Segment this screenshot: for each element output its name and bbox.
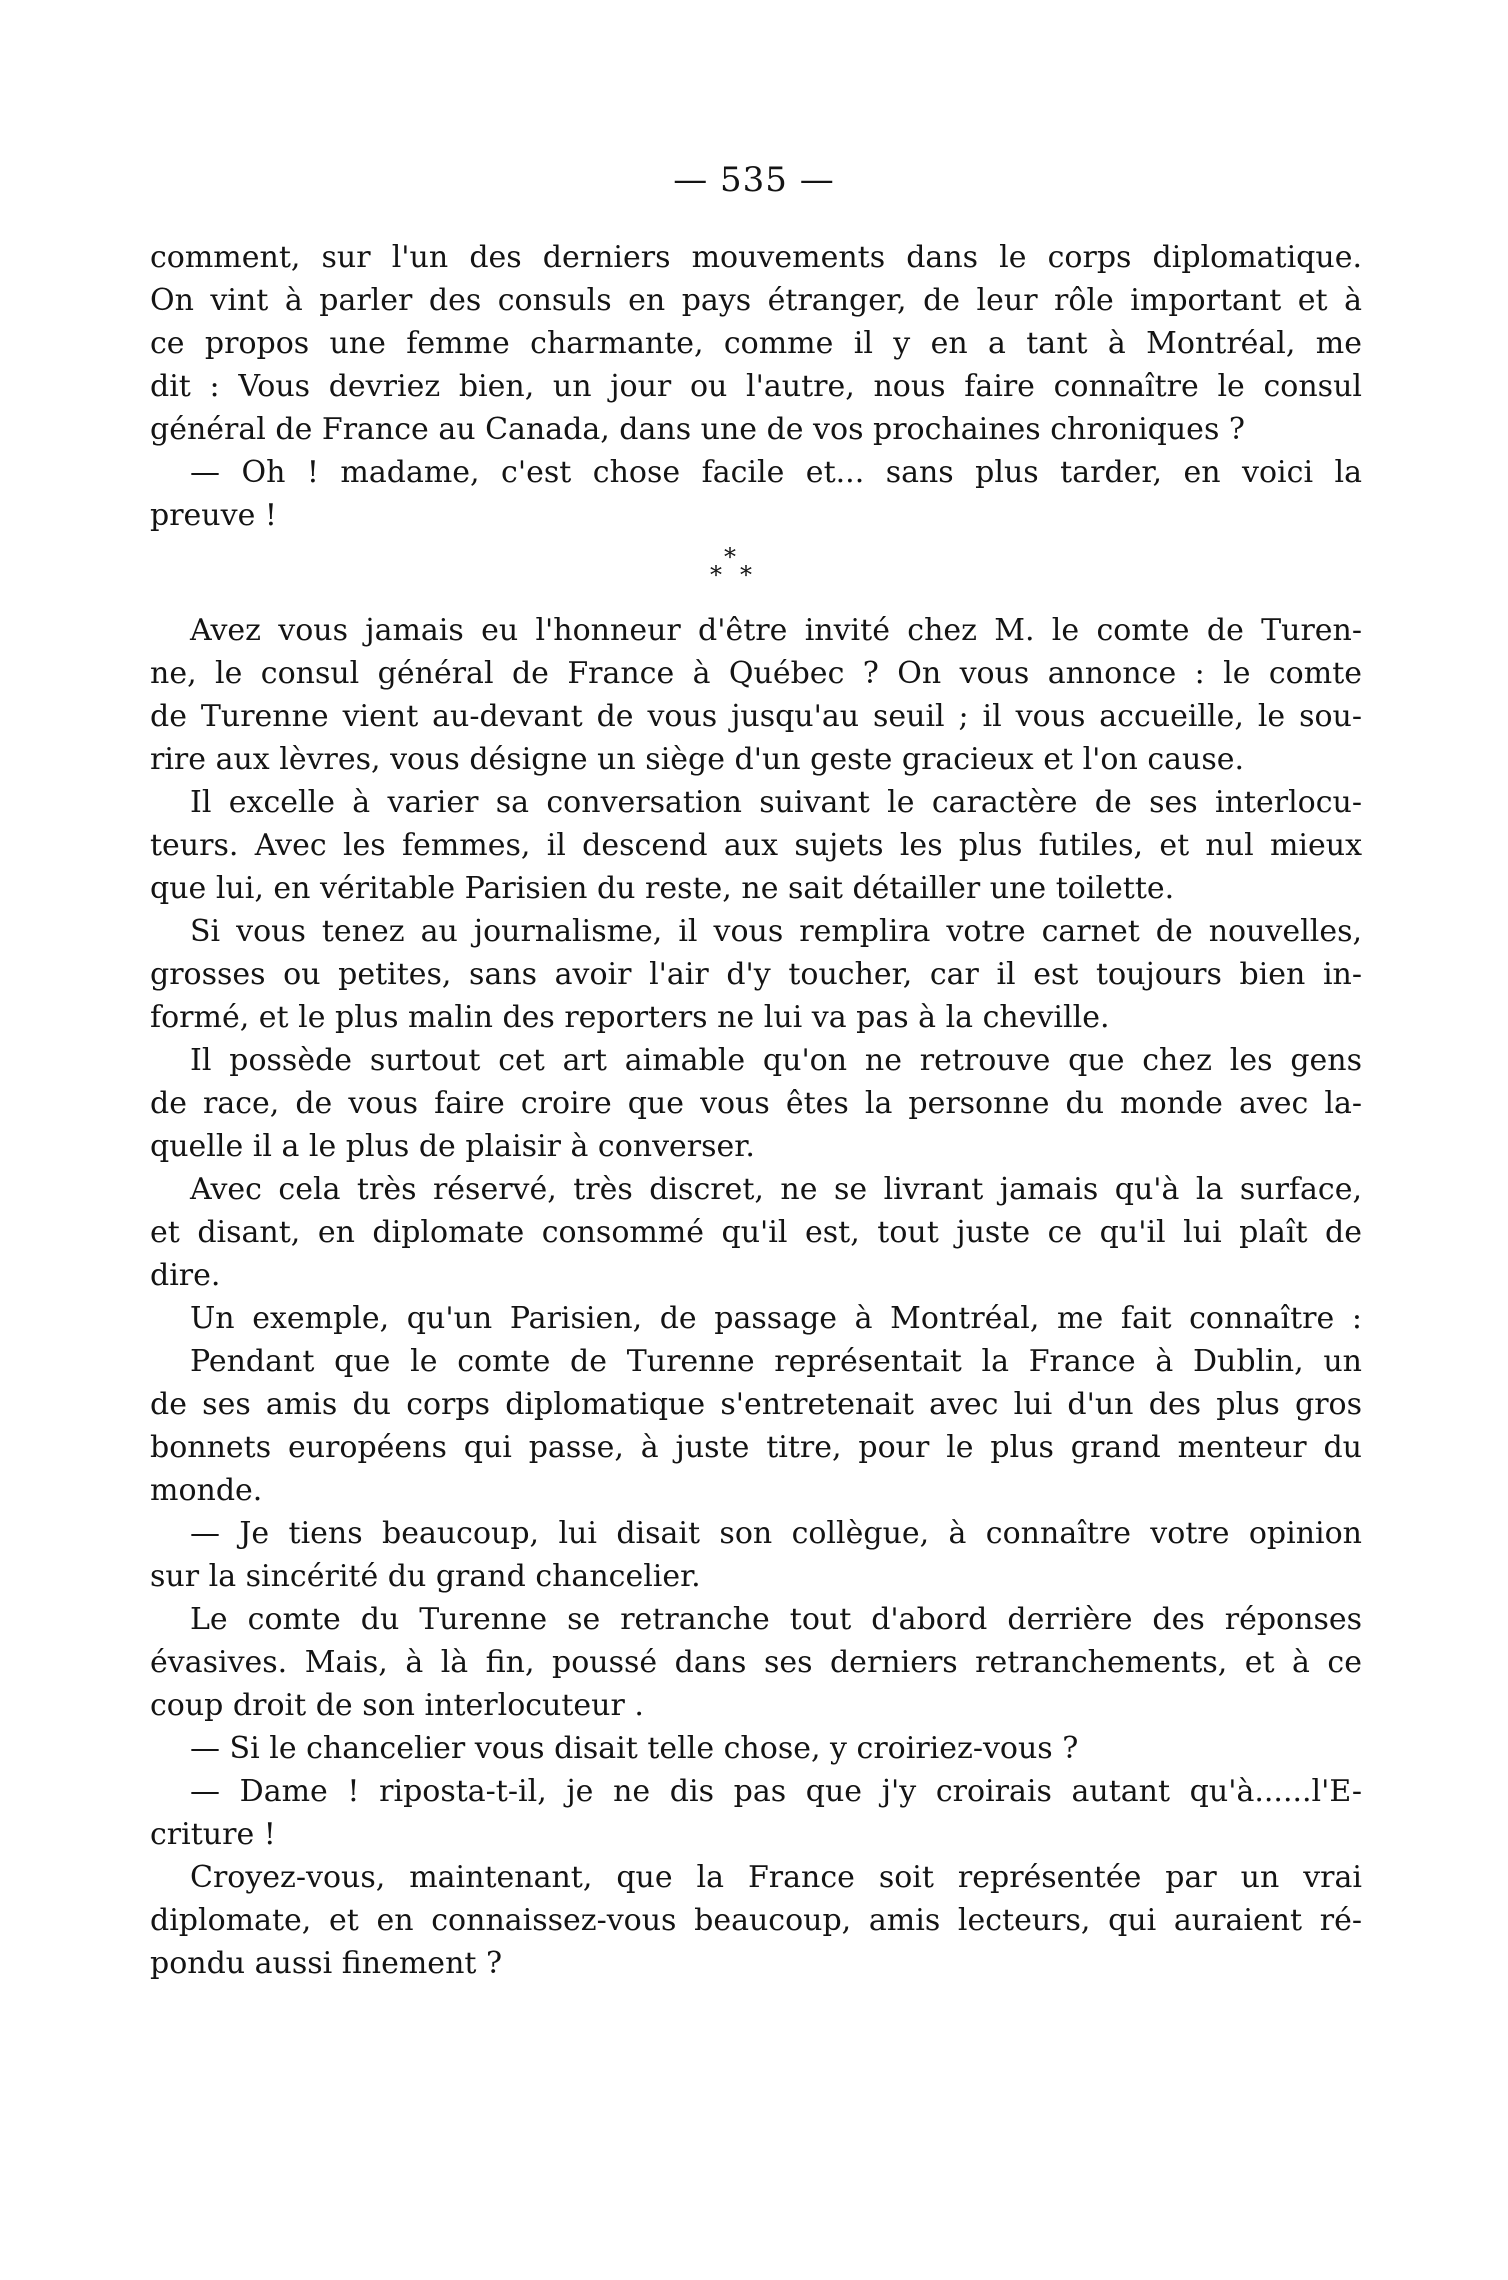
text-line: évasives. Mais, à là fin, poussé dans ses derniers retranchements, et à ce	[150, 1645, 1362, 1680]
text-line: pondu aussi finement ?	[150, 1946, 503, 1981]
text-line: Croyez-vous, maintenant, que la France soit représentée par un vrai	[190, 1860, 1362, 1895]
asterism-star-top: *	[724, 543, 736, 571]
text-line: rire aux lèvres, vous désigne un siège d'un geste gracieux et l'on cause.	[150, 742, 1245, 777]
text-line: — Je tiens beaucoup, lui disait son collègue, à connaître votre opinion	[190, 1516, 1362, 1551]
asterism-star-left: *	[710, 561, 722, 589]
text-line: On vint à parler des consuls en pays étranger, de leur rôle important et à	[150, 283, 1362, 318]
text-line: teurs. Avec les femmes, il descend aux sujets les plus futiles, et nul mieux	[150, 828, 1362, 863]
text-line: monde.	[150, 1473, 263, 1508]
text-line: formé, et le plus malin des reporters ne lui va pas à la cheville.	[150, 1000, 1110, 1035]
text-line: Il possède surtout cet art aimable qu'on ne retrouve que chez les gens	[190, 1043, 1362, 1078]
text-block	[150, 236, 1362, 1985]
text-line: de ses amis du corps diplomatique s'entretenait avec lui d'un des plus gros	[150, 1387, 1362, 1422]
text-line: Pendant que le comte de Turenne représentait la France à Dublin, un	[190, 1344, 1362, 1379]
text-line: que lui, en véritable Parisien du reste, ne sait détailler une toilette.	[150, 871, 1175, 906]
text-line: coup droit de son interlocuteur .	[150, 1688, 644, 1723]
text-line: Le comte du Turenne se retranche tout d'abord derrière des réponses	[190, 1602, 1362, 1637]
text-line: comment, sur l'un des derniers mouvements dans le corps diplomatique.	[150, 240, 1362, 275]
text-line: sur la sincérité du grand chancelier.	[150, 1559, 701, 1594]
page-number: — 535 —	[673, 160, 835, 200]
text-line: Avec cela très réservé, très discret, ne se livrant jamais qu'à la surface,	[190, 1172, 1362, 1207]
text-line: et disant, en diplomate consommé qu'il est, tout juste ce qu'il lui plaît de	[150, 1215, 1362, 1250]
asterism-separator	[150, 541, 1362, 605]
text-line: grosses ou petites, sans avoir l'air d'y toucher, car il est toujours bien in-	[150, 957, 1362, 992]
text-line: bonnets européens qui passe, à juste titre, pour le plus grand menteur du	[150, 1430, 1362, 1465]
text-line: preuve !	[150, 498, 277, 533]
text-line: Si vous tenez au journalisme, il vous remplira votre carnet de nouvelles,	[190, 914, 1362, 949]
text-line: général de France au Canada, dans une de vos prochaines chroniques ?	[150, 412, 1245, 447]
paragraph-group-intro	[150, 236, 1362, 537]
text-line: de Turenne vient au-devant de vous jusqu'au seuil ; il vous accueille, le sou-	[150, 699, 1362, 734]
text-line: de race, de vous faire croire que vous êtes la personne du monde avec la-	[150, 1086, 1362, 1121]
text-line: criture !	[150, 1817, 276, 1852]
text-line: dit : Vous devriez bien, un jour ou l'autre, nous faire connaître le consul	[150, 369, 1362, 404]
text-line: ce propos une femme charmante, comme il y en a tant à Montréal, me	[150, 326, 1362, 361]
paragraph-group-main	[150, 609, 1362, 1985]
text-line: quelle il a le plus de plaisir à converser.	[150, 1129, 755, 1164]
text-line: Un exemple, qu'un Parisien, de passage à Montréal, me fait connaître :	[190, 1301, 1362, 1336]
text-line: diplomate, et en connaissez-vous beaucoup, amis lecteurs, qui auraient ré-	[150, 1903, 1362, 1938]
text-line: — Dame ! riposta-t-il, je ne dis pas que j'y croirais autant qu'à......l'E-	[190, 1774, 1362, 1809]
text-line: Avez vous jamais eu l'honneur d'être invité chez M. le comte de Turen-	[190, 613, 1362, 648]
asterism-star-right: *	[740, 561, 752, 589]
text-line: — Si le chancelier vous disait telle chose, y croiriez-vous ?	[190, 1731, 1079, 1766]
text-line: — Oh ! madame, c'est chose facile et... sans plus tarder, en voici la	[190, 455, 1362, 490]
text-line: dire.	[150, 1258, 221, 1293]
text-line: ne, le consul général de France à Québec ? On vous annonce : le comte	[150, 656, 1362, 691]
text-line: Il excelle à varier sa conversation suivant le caractère de ses interlocu-	[190, 785, 1362, 820]
